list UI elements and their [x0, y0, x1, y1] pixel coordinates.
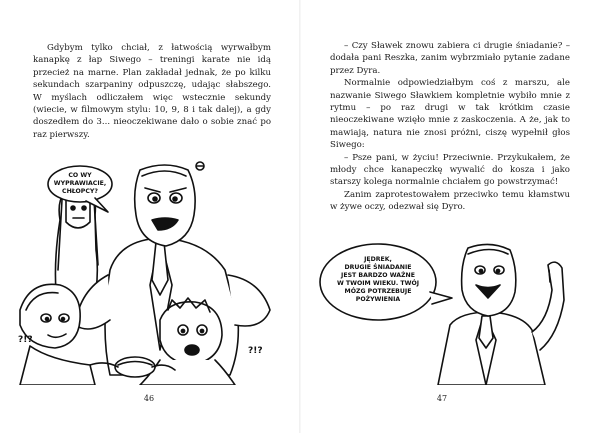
page-number: 46 [143, 394, 155, 403]
right-page-text [330, 40, 570, 214]
illustration-principal [300, 240, 600, 385]
paragraph: Gdybym tylko chciał, z łatwością wyrwałbym kanapkę z łap Siwego – treningi karate nie idą przecież na marne. Plan zakładał jednak, że po kilku sekundach szarpaniny odpuszczę, udając słabszego. W myślach odliczałem więc wstecznie sekundy (wiecie, w filmowym stylu: 10, 9, 8 i tak dalej), a gdy doszedłem do 3... nieoczekiwane dało o sobie znać po raz pierwszy. [33, 43, 271, 140]
speech-bubble-line: WYPRAWIACIE, [53, 180, 107, 187]
speech-bubble-line: DRUGIE ŚNIADANIE [344, 264, 412, 271]
paragraph: Zanim zaprotestowałem przeciwko temu kłamstwu w żywe oczy, odezwał się Dyro. [330, 189, 570, 213]
right-page [300, 0, 600, 433]
exclaim-right: ?!? [248, 346, 263, 356]
paragraph: – Czy Sławek znowu zabiera ci drugie śniadanie? – dodała pani Reszka, zanim wybrzmiało pytanie zadane przez Dyra. [330, 41, 570, 76]
left-page-text [33, 42, 271, 141]
paragraph: – Psze pani, w życiu! Przeciwnie. Przykukałem, że młody chce kanapeczkę wywalić do kosza i jako starszy kolega normalnie chciałem go powstrzymać! [330, 152, 570, 188]
speech-bubble-line: CHŁOPCY? [62, 188, 98, 195]
illustration-principal-and-boys [0, 160, 300, 385]
speech-bubble-line: JĘDREK, [364, 256, 392, 263]
principal-figure [438, 244, 564, 385]
speech-bubble-line: MÓZG POTRZEBUJE [344, 288, 412, 295]
exclaim-left: ?!? [18, 335, 33, 345]
speech-bubble-line: CO WY [68, 172, 92, 179]
speech-bubble-line: JEST BARDZO WAŻNE [341, 272, 415, 279]
page-number: 47 [436, 394, 448, 403]
speech-bubble-line: W TWOIM WIEKU. TWÓJ [336, 280, 420, 287]
paragraph: Normalnie odpowiedziałbym coś z marszu, ale nazwanie Siwego Sławkiem kompletnie wybiło mnie z rytmu – po raz drugi w tak krótkim czasie nieoczekiwane wzięło mnie z zaskoczenia. A że, jak to mawiają, natura nie znosi próżni, ciszę wypełnił głos Siwego: [330, 78, 570, 151]
speech-bubble-line: POŻYWIENIA [355, 296, 401, 303]
